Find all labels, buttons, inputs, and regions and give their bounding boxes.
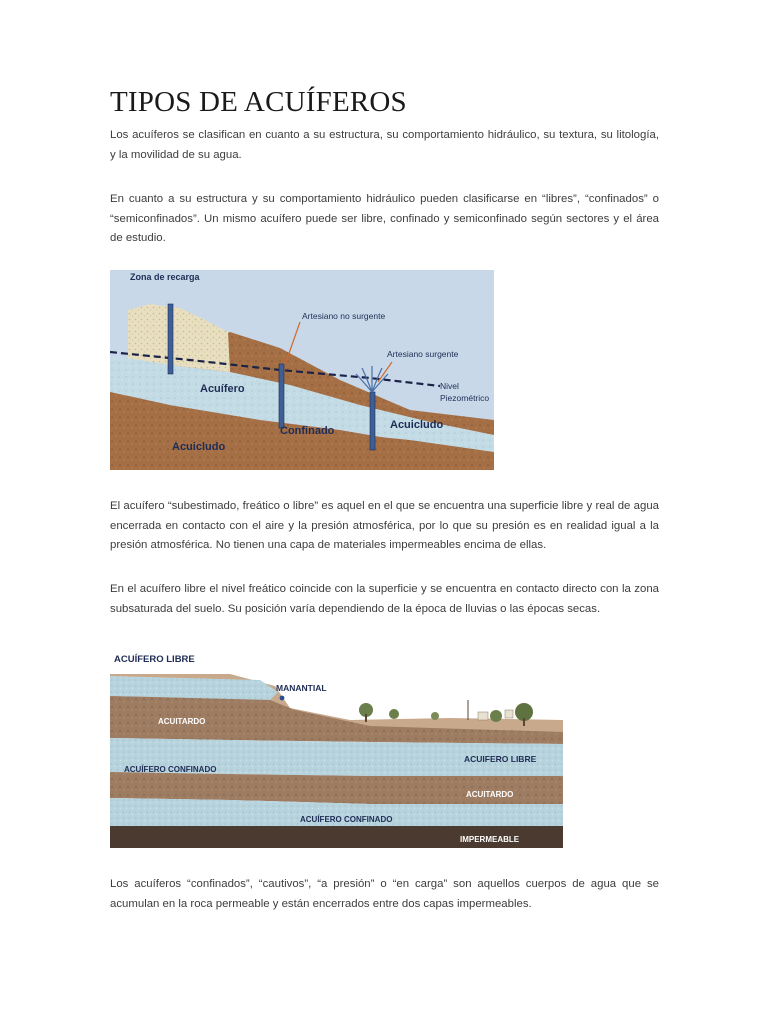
paragraph-confinados: Los acuíferos “confinados”, “cautivos”, “a presión” o “en carga” son aquellos cuerpos de agua que se acumulan en la roca permeable y están encerrados entre dos capas impermeables. (110, 878, 659, 910)
label-acuifero-libre-top: ACUÍFERO LIBRE (114, 654, 195, 665)
artesian-diagram (110, 270, 494, 470)
label-artesiano-surgente: Artesiano surgente (387, 349, 459, 359)
figure-layered-aquifers (110, 648, 563, 848)
label-acuicludo-left: Acuicludo (172, 441, 226, 453)
non-flowing-well (279, 364, 284, 428)
label-nivel: Nivel (440, 381, 459, 391)
flowing-well (370, 392, 375, 450)
label-acuicludo-right: Acuicludo (390, 419, 444, 431)
label-acuifero-confinado-1: ACUÍFERO CONFINADO (124, 765, 217, 774)
recharge-well (168, 304, 173, 374)
label-impermeable: IMPERMEABLE (460, 835, 520, 844)
label-confinado: Confinado (280, 425, 335, 437)
label-acuitardo-2: ACUITARDO (466, 790, 514, 799)
figure-artesian-aquifer (110, 270, 494, 470)
label-piezometrico: Piezométrico (440, 393, 490, 403)
page-title: TIPOS DE ACUÍFEROS (110, 86, 407, 118)
paragraph-libre-definition: El acuífero “subestimado, freático o libre” es aquel en el que se encuentra una superficie libre y real de agua encerrada en contacto con el aire y la presión atmosférica, por lo que su presión es en realidad igual a la presión atmosférica. No tienen una capa de materiales impermeables encima de ellas. (110, 500, 659, 551)
label-acuitardo-1: ACUITARDO (158, 717, 206, 726)
paragraph-structure: En cuanto a su estructura y su comportamiento hidráulico pueden clasificarse en “libres”, “confinados” o “semiconfinados”. Un mismo acuífero puede ser libre, confinado y semiconfinado según sectores y el área de estudio. (110, 193, 659, 244)
label-acuifero-confinado-2: ACUÍFERO CONFINADO (300, 815, 393, 824)
paragraph-libre-nivel: En el acuífero libre el nivel freático coincide con la superficie y se encuentra en contacto directo con la zona subsaturada del suelo. Su posición varía dependiendo de la época de lluvias o las épocas secas. (110, 583, 659, 615)
paragraph-intro: Los acuíferos se clasifican en cuanto a su estructura, su comportamiento hidráulico, su textura, su litología, y la movilidad de su agua. (110, 129, 659, 161)
label-zona-recarga: Zona de recarga (130, 272, 200, 282)
label-acuifero: Acuífero (200, 383, 245, 395)
label-acuifero-libre-right: ACUIFERO LIBRE (464, 754, 537, 764)
label-manantial: MANANTIAL (276, 683, 327, 693)
spring-icon (280, 696, 285, 701)
layered-aquifer-diagram (110, 648, 563, 848)
label-artesiano-no-surgente: Artesiano no surgente (302, 311, 386, 321)
